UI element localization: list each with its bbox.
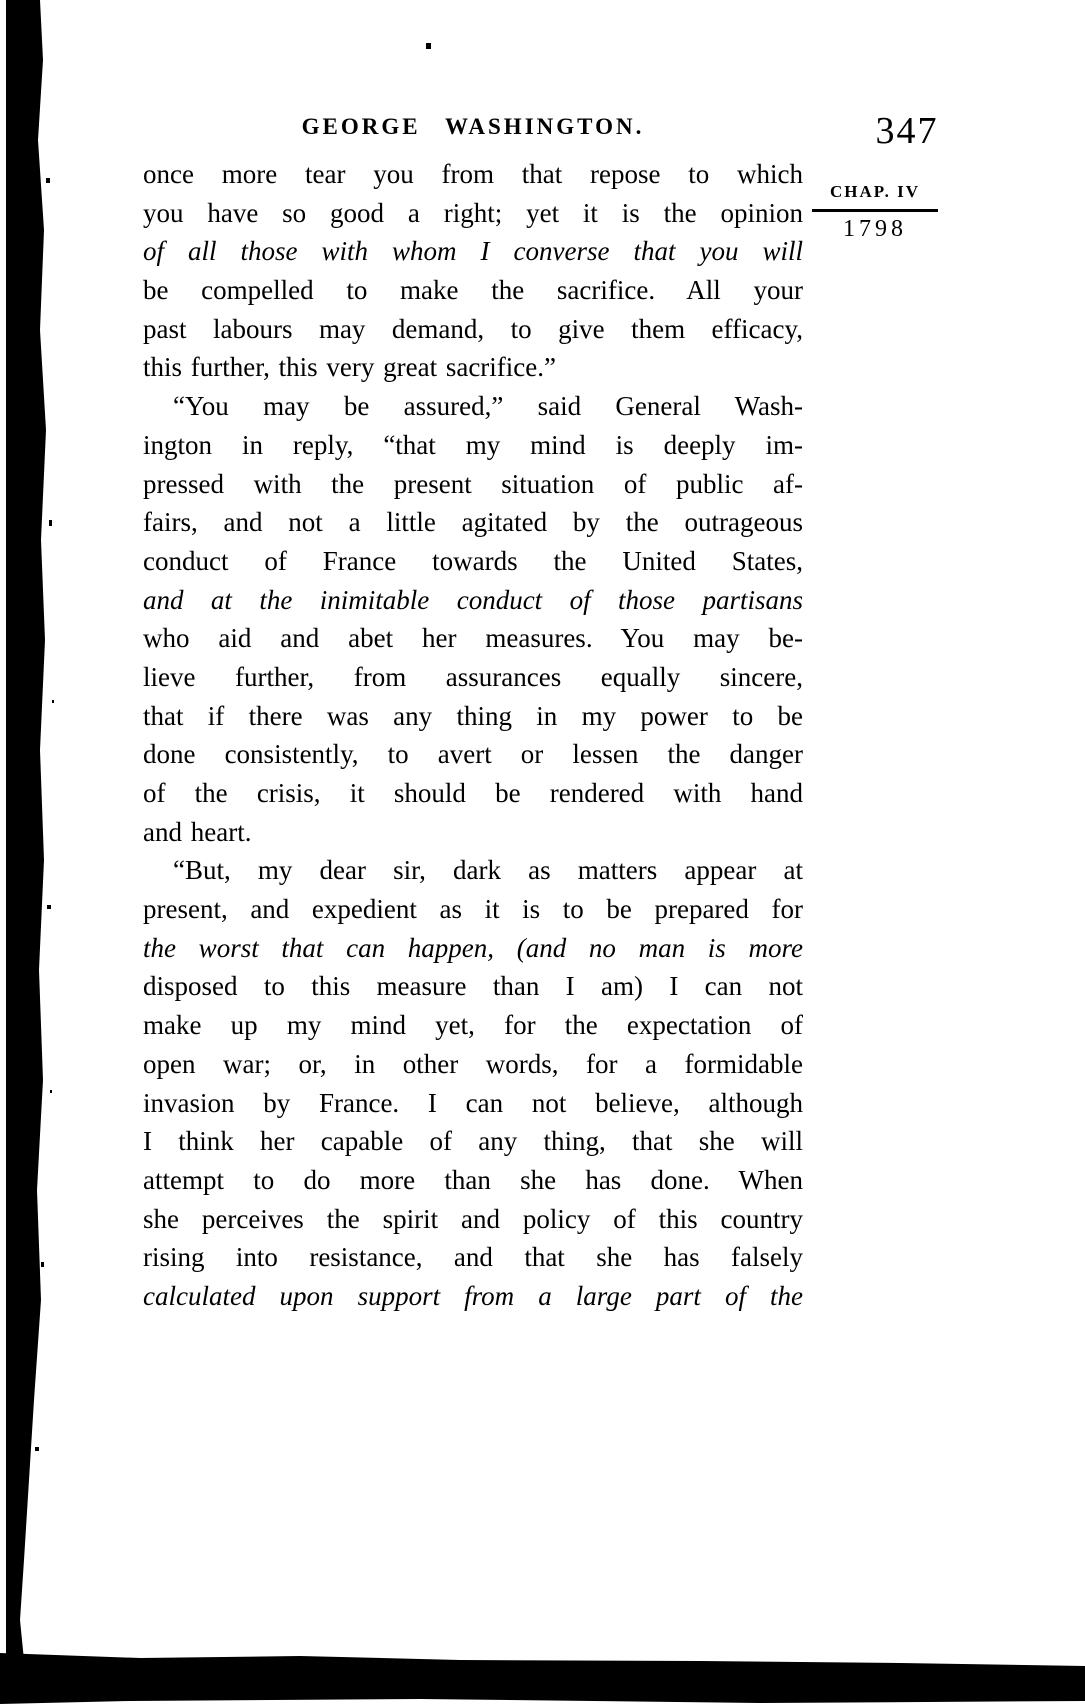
ink-speck xyxy=(41,1262,44,1267)
text-line: be compelled to make the sacrifice. All your xyxy=(143,275,803,306)
text-line: invasion by France. I can not believe, although xyxy=(143,1087,803,1118)
text-line: “You may be assured,” said General Wash- xyxy=(173,391,803,422)
text-line: rising into resistance, and that she has falsely xyxy=(143,1242,803,1273)
text-line: done consistently, to avert or lessen the danger xyxy=(143,739,803,770)
text-line: ington in reply, “that my mind is deeply im- xyxy=(143,429,803,460)
text-line: that if there was any thing in my power to be xyxy=(143,700,803,731)
text-line: open war; or, in other words, for a formidable xyxy=(143,1048,803,1079)
text-line: once more tear you from that repose to which xyxy=(143,159,803,189)
text-line: present, and expedient as it is to be prepared for xyxy=(143,894,803,925)
text-line: past labours may demand, to give them efficacy, xyxy=(143,313,803,344)
text-line: make up my mind yet, for the expectation of xyxy=(143,1010,803,1041)
text-line: calculated upon support from a large part of the xyxy=(143,1280,803,1311)
ink-speck xyxy=(426,43,431,49)
text-block xyxy=(143,155,803,1316)
margin-chapter-label: CHAP. IV xyxy=(830,182,920,201)
text-line: conduct of France towards the United States, xyxy=(143,545,803,576)
running-head: GEORGE WASHINGTON. xyxy=(301,114,645,139)
text-line: and at the inimitable conduct of those partisans xyxy=(143,584,803,615)
text-line: and heart. xyxy=(143,816,252,847)
text-line: of all those with whom I converse that you will xyxy=(143,236,803,267)
ink-speck xyxy=(47,905,51,909)
ink-speck xyxy=(50,1090,52,1093)
ink-speck xyxy=(49,520,52,526)
margin-note xyxy=(812,183,938,241)
text-line: attempt to do more than she has done. When xyxy=(143,1164,803,1195)
text-line: “But, my dear sir, dark as matters appear at xyxy=(173,855,803,886)
text-line: I think her capable of any thing, that she will xyxy=(143,1126,803,1157)
ink-speck xyxy=(35,1447,39,1451)
text-line: of the crisis, it should be rendered with hand xyxy=(143,778,803,808)
bottom-scan-bar xyxy=(0,1653,1085,1704)
text-line: you have so good a right; yet it is the opinion xyxy=(143,197,803,228)
text-line: this further, this very great sacrifice.” xyxy=(143,352,556,383)
page-number: 347 xyxy=(875,110,939,152)
margin-year-label: 1798 xyxy=(843,216,907,242)
ink-speck xyxy=(52,700,54,703)
margin-rule xyxy=(812,209,938,212)
text-line: lieve further, from assurances equally sincere, xyxy=(143,661,803,692)
text-line: disposed to this measure than I am) I can not xyxy=(143,971,803,1002)
text-line: pressed with the present situation of public af- xyxy=(143,468,803,499)
ink-speck xyxy=(46,178,50,183)
text-line: she perceives the spirit and policy of this country xyxy=(143,1203,803,1234)
binding-shadow xyxy=(6,0,46,1700)
text-line: the worst that can happen, (and no man is more xyxy=(143,932,803,963)
text-line: fairs, and not a little agitated by the outrageous xyxy=(143,507,803,538)
text-line: who aid and abet her measures. You may be- xyxy=(143,623,803,654)
